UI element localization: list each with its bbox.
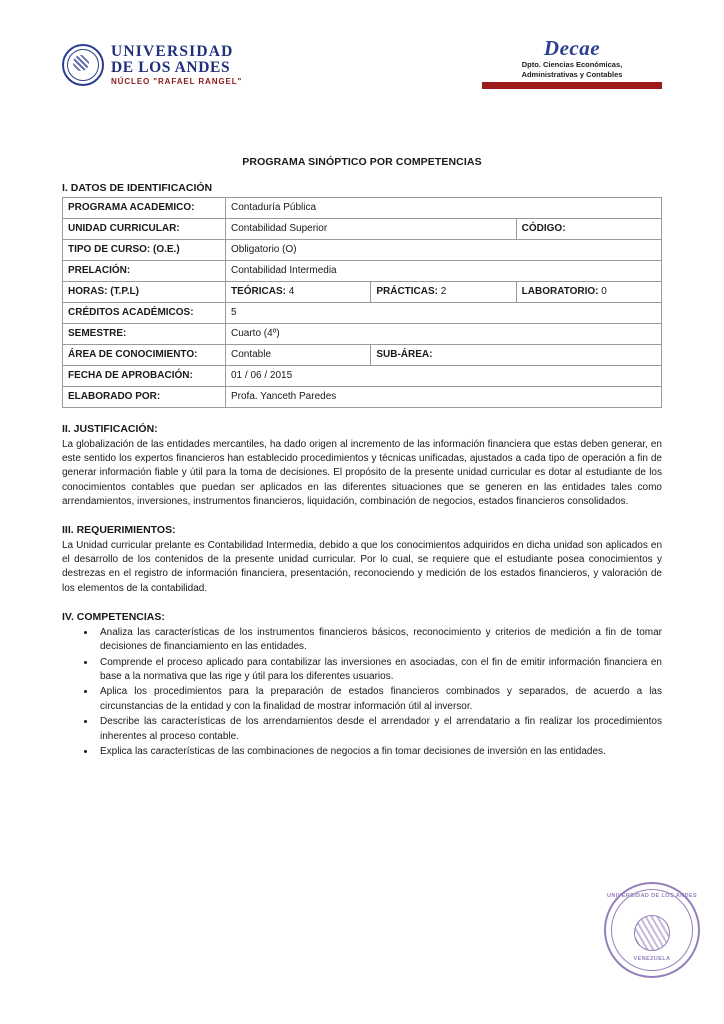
table-row xyxy=(63,387,662,408)
official-stamp-icon xyxy=(604,882,700,978)
section-heading-identification: I. DATOS DE IDENTIFICACIÓN xyxy=(62,182,213,194)
semestre-value: Cuarto (4º) xyxy=(226,324,662,345)
elaborado-label: ELABORADO POR: xyxy=(63,387,226,408)
list-item: • Explica las características de las combinaciones de negocios a fin tomar decisiones de inversión en las entidades. xyxy=(96,745,662,759)
teoricas-label: TEÓRICAS: xyxy=(231,285,286,297)
university-line1: UNIVERSIDAD xyxy=(111,43,234,60)
codigo-label: CÓDIGO: xyxy=(516,219,661,240)
table-row xyxy=(63,198,662,219)
list-item: • Describe las características de los arrendamientos desde el arrendador y el arrendatario a fin realizar los procedimientos inherentes al proceso contable. xyxy=(96,715,662,743)
table-row xyxy=(63,345,662,366)
practicas-label: PRÁCTICAS: xyxy=(376,285,438,297)
university-seal-icon xyxy=(62,44,104,86)
practicas-value: 2 xyxy=(440,285,447,297)
stamp-crest-icon xyxy=(634,915,670,951)
identification-table xyxy=(62,197,662,408)
justification-text: La globalización de las entidades mercantiles, ha dado origen al incremento de las información financiera que estas deben generar, en este sentido los expertos financieros han establecido procedimientos y técnicas unificadas, ajustados a cada tipo de operación a fin de generar información fiable y útil para la toma de decisiones. El propósito de la presente unidad curricular es dotar al estudiante de los conocimientos contables que puedan ser aplicados en las diferentes situaciones que se generen en las entidades tales como arrendamientos, inversiones, instrumentos financieros, liquidación, combinación de negocios, estados financieros consolidados. xyxy=(62,439,662,507)
university-line2: DE LOS ANDES xyxy=(111,58,231,76)
requirements-text: La Unidad curricular prelante es Contabilidad Intermedia, debido a que los conocimientos adquiridos en dicha unidad son aplicados en el desarrollo de los contenidos de la presente unidad curricular. Por lo cual, se requiere que el estudiante posea conocimientos y destrezas en el registro de información financiera, presentación, reconociendo y medición de los estados financieros, y valoración de los elementos de la contabilidad. xyxy=(62,539,662,594)
table-row xyxy=(63,282,662,303)
document-header xyxy=(62,0,662,130)
fecha-value: 01 / 06 / 2015 xyxy=(226,366,662,387)
programa-value: Contaduría Pública xyxy=(226,198,662,219)
creditos-label: CRÉDITOS ACADÉMICOS: xyxy=(63,303,226,324)
creditos-value: 5 xyxy=(226,303,662,324)
section-heading-justification: II. JUSTIFICACIÓN: xyxy=(62,423,158,435)
university-name-block xyxy=(111,44,242,86)
unidad-value: Contabilidad Superior xyxy=(226,219,517,240)
list-item: • Aplica los procedimientos para la preparación de estados financieros combinados y separados, de acuerdo a las circunstancias de la entidad y con la finalidad de mostrar información útil al inversor. xyxy=(96,685,662,713)
university-logo xyxy=(62,44,242,86)
department-logo-text: Decae xyxy=(543,36,601,60)
page-title: PROGRAMA SINÓPTICO POR COMPETENCIAS xyxy=(242,156,482,168)
department-divider xyxy=(482,82,662,89)
laboratorio-label: LABORATORIO: xyxy=(521,285,599,297)
list-item: • Analiza las características de los instrumentos financieros básicos, reconocimiento y criterios de medición a fin de tomar decisiones de financiamiento en las entidades. xyxy=(96,626,662,654)
unidad-label: UNIDAD CURRICULAR: xyxy=(63,219,226,240)
department-logo xyxy=(482,38,662,89)
horas-label: HORAS: (T.P.L) xyxy=(63,282,226,303)
table-row xyxy=(63,240,662,261)
department-sub-line1: Dpto. Ciencias Económicas, xyxy=(521,60,623,69)
horas-laboratorio-cell xyxy=(516,282,661,303)
prelacion-label: PRELACIÓN: xyxy=(63,261,226,282)
university-line3: NÚCLEO "RAFAEL RANGEL" xyxy=(111,76,243,86)
table-row xyxy=(63,303,662,324)
stamp-top-text: UNIVERSIDAD DE LOS ANDES xyxy=(606,893,698,899)
horas-practicas-cell xyxy=(371,282,516,303)
area-value: Contable xyxy=(226,345,371,366)
programa-label: PROGRAMA ACADEMICO: xyxy=(63,198,226,219)
section-heading-requirements: III. REQUERIMIENTOS: xyxy=(62,523,176,536)
list-item: • Comprende el proceso aplicado para contabilizar las inversiones en asociadas, con el fin de emitir información financiera en base a la normativa que las rige y útil para los diferentes usuarios. xyxy=(96,656,662,684)
table-row xyxy=(63,261,662,282)
department-sub-line2: Administrativas y Contables xyxy=(521,70,623,80)
fecha-label: FECHA DE APROBACIÓN: xyxy=(63,366,226,387)
tipo-curso-label: TIPO DE CURSO: (O.E.) xyxy=(63,240,226,261)
section-heading-competences: IV. COMPETENCIAS: xyxy=(62,610,165,623)
horas-teoricas-cell xyxy=(226,282,371,303)
teoricas-value: 4 xyxy=(288,285,295,297)
table-row xyxy=(63,219,662,240)
area-label: ÁREA DE CONOCIMIENTO: xyxy=(63,345,226,366)
semestre-label: SEMESTRE: xyxy=(63,324,226,345)
subarea-label: SUB-ÁREA: xyxy=(371,345,662,366)
laboratorio-value: 0 xyxy=(601,285,607,297)
prelacion-value: Contabilidad Intermedia xyxy=(226,261,662,282)
table-row xyxy=(63,324,662,345)
elaborado-value: Profa. Yanceth Paredes xyxy=(226,387,662,408)
table-row xyxy=(63,366,662,387)
stamp-bottom-text: VENEZUELA xyxy=(633,956,671,962)
competences-list xyxy=(62,626,662,760)
tipo-curso-value: Obligatorio (O) xyxy=(226,240,662,261)
